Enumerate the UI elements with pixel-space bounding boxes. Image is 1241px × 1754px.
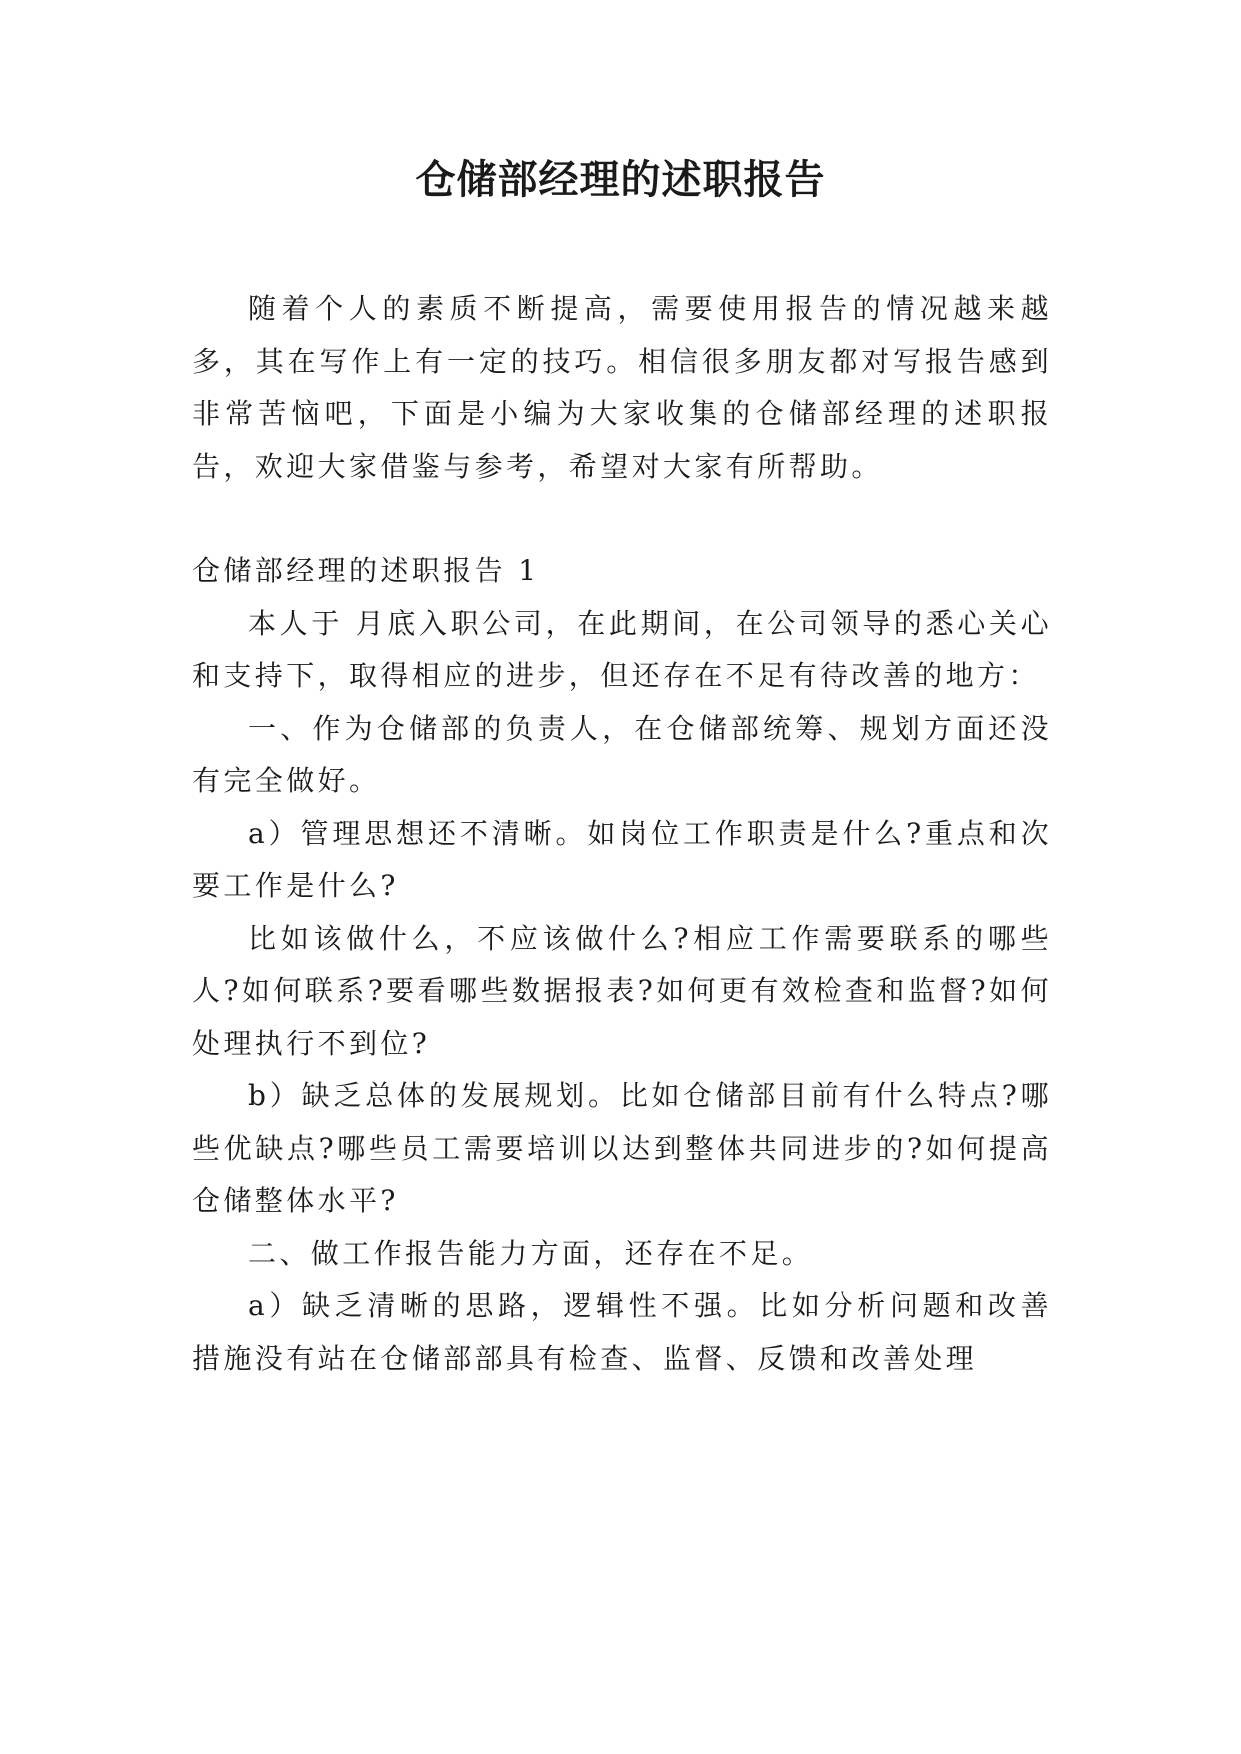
body-paragraph: a）管理思想还不清晰。如岗位工作职责是什么?重点和次要工作是什么? xyxy=(192,816,1052,902)
body-paragraph: 本人于 月底入职公司，在此期间，在公司领导的悉心关心和支持下，取得相应的进步，但还存在不足有待改善的地方： xyxy=(192,606,1052,692)
body-paragraph: b）缺乏总体的发展规划。比如仓储部目前有什么特点?哪些优缺点?哪些员工需要培训以达到整体共同进步的?如何提高仓储整体水平? xyxy=(192,1079,1052,1217)
document-title: 仓储部经理的述职报告 xyxy=(415,156,826,203)
document-body xyxy=(192,283,1052,1385)
body-paragraph: 一、作为仓储部的负责人，在仓储部统筹、规划方面还没有完全做好。 xyxy=(192,711,1052,797)
body-paragraph: 比如该做什么，不应该做什么?相应工作需要联系的哪些人?如何联系?要看哪些数据报表?如何更有效检查和监督?如何处理执行不到位? xyxy=(192,921,1052,1060)
body-paragraph: a）缺乏清晰的思路，逻辑性不强。比如分析问题和改善措施没有站在仓储部部具有检查、监督、反馈和改善处理 xyxy=(192,1289,1052,1375)
section-heading: 仓储部经理的述职报告 1 xyxy=(192,554,540,587)
body-paragraph: 二、做工作报告能力方面，还存在不足。 xyxy=(248,1236,814,1270)
paragraph-spacer xyxy=(192,493,1052,545)
intro-paragraph: 随着个人的素质不断提高，需要使用报告的情况越来越多，其在写作上有一定的技巧。相信很多朋友都对写报告感到非常苦恼吧，下面是小编为大家收集的仓储部经理的述职报告，欢迎大家借鉴与参考，希望对大家有所帮助。 xyxy=(192,292,1052,483)
